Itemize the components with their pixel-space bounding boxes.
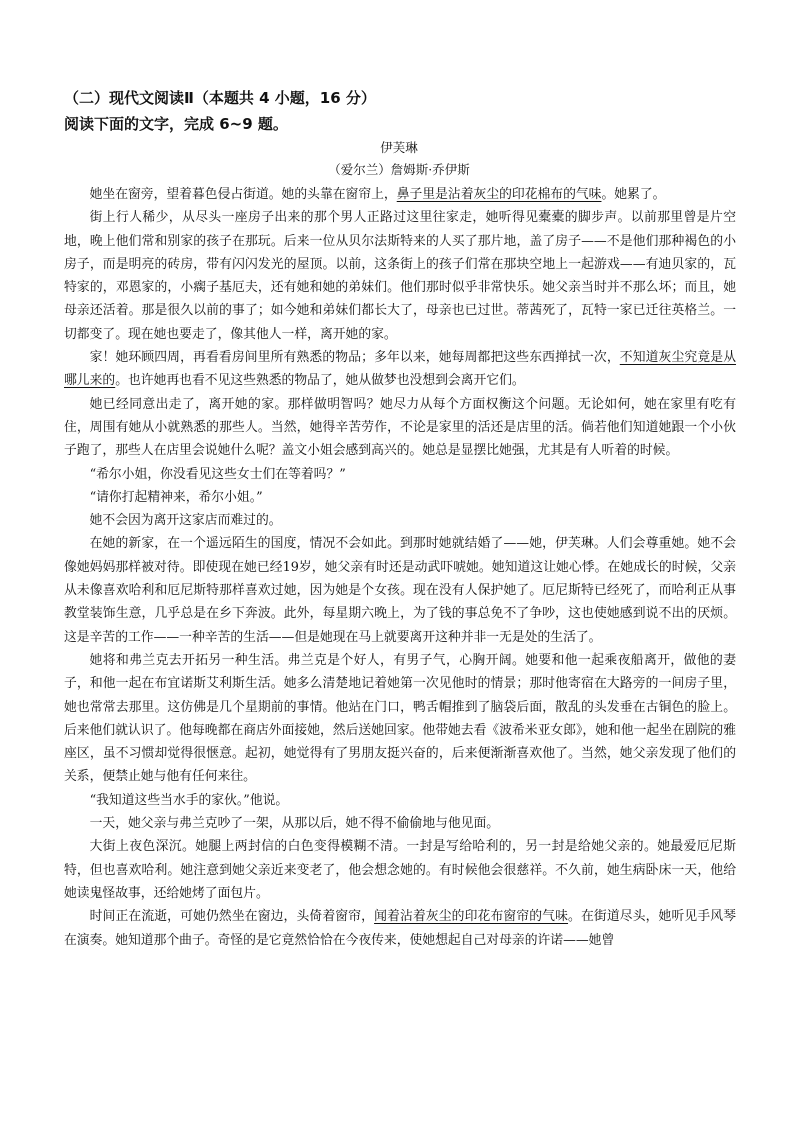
paragraph-10: “我知道这些当水手的家伙。”他说。 — [89, 792, 289, 808]
paragraph-2: 街上行人稀少，从尽头一座房子出来的那个男人正路过这里往家走，她听得见橐橐的脚步声。以前那里曾是片空地，晚上他们常和别家的孩子在那玩。后来一位从贝尔法斯特来的人买了那片地，盖了房子——不是他们那种褐色的小房子，而是明亮的砖房，带有闪闪发光的屋顶。以前，这条街上的孩子们常在那块空地上一起游戏——有迪贝家的，瓦特家的，邓恩家的，小瘸子基厄夫，还有她和她的弟妹们。他们那时似乎非常快乐。她父亲当时并不那么坏；而且，她母亲还活着。那是很久以前的事了；如今她和弟妹们都长大了，母亲也已过世。蒂茜死了，瓦特一家已迁往英格兰。一切都变了。现在她也要走了，像其他人一样，离开她的家。 — [64, 210, 736, 342]
paragraph-6: “请你打起精神来，希尔小姐。” — [89, 489, 263, 505]
paragraph-9: 她将和弗兰克去开拓另一种生活。弗兰克是个好人，有男子气，心胸开阔。她要和他一起乘夜船离开，做他的妻子，和他一起在布宜诺斯艾利斯生活。她多么清楚地记着她第一次见他时的情景；那时他寄宿在大路旁的一间房子里，她也常常去那里。这仿佛是几个星期前的事情。他站在门口，鸭舌帽推到了脑袋后面，散乱的头发垂在古铜色的脸上。后来他们就认识了。他每晚都在商店外面接她，然后送她回家。他带她去看《波希米亚女郎》，她和他一起坐在剧院的雅座区，虽不习惯却觉得很惬意。起初，她觉得有了男朋友挺兴奋的，后来便渐渐喜欢他了。当然，她父亲发现了他们的关系，便禁止她与他有任何来往。 — [64, 652, 736, 785]
paragraph-5: “希尔小姐，你没看见这些女士们在等着吗？” — [89, 466, 346, 482]
paragraph-13: 时间正在流逝，可她仍然坐在窗边，头倚着窗帘，闻着沾着灰尘的印花布窗帘的气味。在街道尽头，她听见手风琴在演奏。她知道那个曲子。奇怪的是它竟然恰恰在今夜传来，使她想起自己对母亲的许诺——她曾 — [64, 909, 737, 948]
paragraph-4: 她已经同意出走了，离开她的家。那样做明智吗？她尽力从每个方面权衡这个问题。无论如何，她在家里有吃有住，周围有她从小就熟悉的那些人。当然，她得辛苦劳作，不论是家里的活还是店里的活。倘若他们知道她跟一个小伙子跑了，那些人在店里会说她什么呢？盖文小姐会感到高兴的。她总是显摆比她强，尤其是有人听着的时候。 — [64, 396, 736, 459]
paragraph-12: 大街上夜色深沉。她腿上两封信的白色变得模糊不清。一封是写给哈利的，另一封是给她父亲的。她最爱厄尼斯特，但也喜欢哈利。她注意到她父亲近来变老了，他会想念她的。有时候他会很慈祥。不久前，她生病卧床一天，他给她读鬼怪故事，还给她烤了面包片。 — [64, 839, 736, 901]
paragraph-8: 在她的新家，在一个遥远陌生的国度，情况不会如此。到那时她就结婚了——她，伊芙琳。人们会尊重她。她不会像她妈妈那样被对待。即使现在她已经19岁，她父亲有时还是动武吓唬她。她知道这让她心悸。在她成长的时候，父亲从未像喜欢哈利和厄尼斯特那样喜欢过她，因为她是个女孩。现在没有人保护她了。厄尼斯特已经死了，而哈利正从事教堂装饰生意，几乎总是在乡下奔波。此外，每星期六晚上，为了钱的事总免不了争吵，这也使她感到说不出的厌烦。这是辛苦的工作——一种辛苦的生活——但是她现在马上就要离开这种并非一无是处的生活了。 — [64, 536, 736, 645]
underlined-phrase: 不知道灰尘究竟是从哪儿来的 — [64, 350, 737, 389]
story-title: 伊芙琳 — [380, 140, 418, 155]
section-heading: （二）现代文阅读Ⅱ（本题共 4 小题，16 分） — [64, 89, 376, 107]
underlined-phrase: 鼻子里是沾着灰尘的印花棉布的气味 — [396, 187, 602, 202]
instruction-line: 阅读下面的文字，完成 6~9 题。 — [64, 115, 288, 133]
paragraph-1: 她坐在窗旁，望着暮色侵占街道。她的头靠在窗帘上，鼻子里是沾着灰尘的印花棉布的气味。她累了。 — [89, 187, 666, 202]
paragraph-3: 家！她环顾四周，再看看房间里所有熟悉的物品；多年以来，她每周都把这些东西掸拭一次，不知道灰尘究竟是从哪儿来的。也许她再也看不见这些熟悉的物品了，她从做梦也没想到会离开它们。 — [64, 350, 737, 389]
underlined-phrase: 闻着沾着灰尘的印花布窗帘的气味 — [374, 909, 569, 925]
paragraph-7: 她不会因为离开这家店而难过的。 — [89, 513, 282, 529]
story-body — [64, 183, 736, 952]
paragraph-11: 一天，她父亲与弗兰克吵了一架，从那以后，她不得不偷偷地与他见面。 — [89, 816, 500, 832]
story-author: （爱尔兰）詹姆斯·乔伊斯 — [328, 162, 470, 177]
